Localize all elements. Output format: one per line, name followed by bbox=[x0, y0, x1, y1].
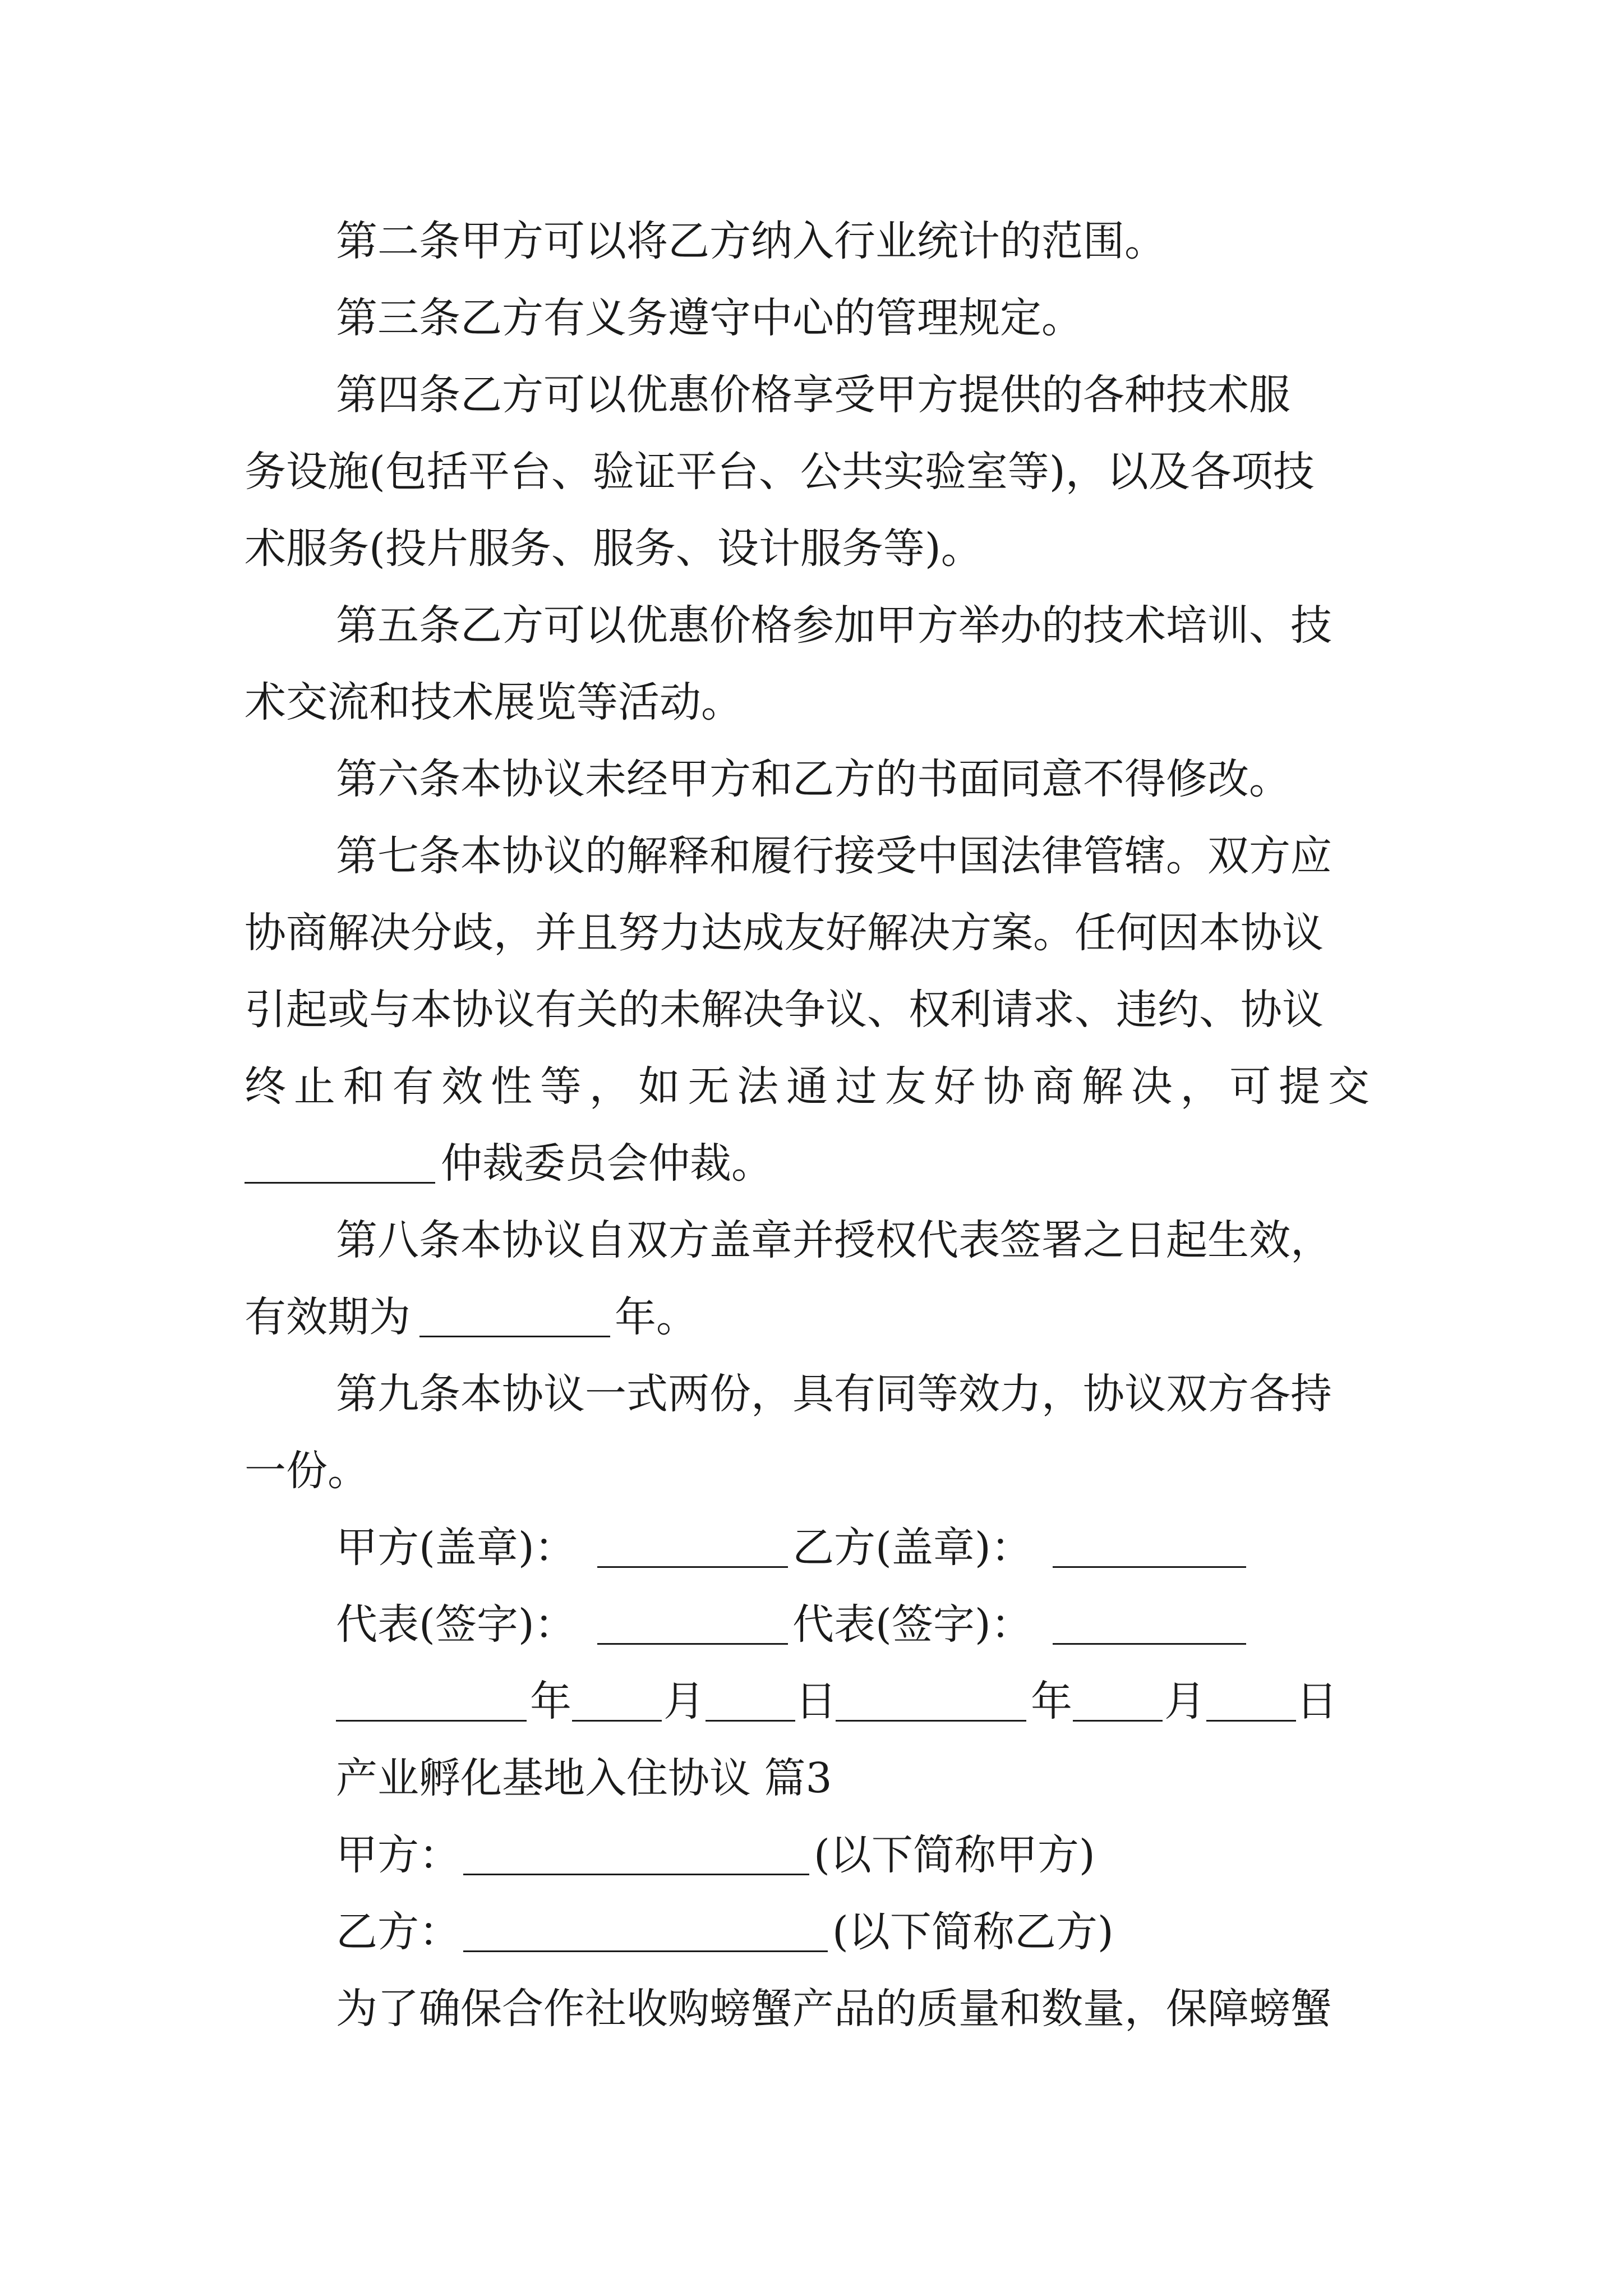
article-7-char: 等 bbox=[540, 1062, 582, 1111]
article-3 bbox=[0, 279, 1623, 357]
party-b-line bbox=[0, 1893, 1623, 1971]
article-4-text: 第四条乙方可以优惠价格享受甲方提供的各种技术服 bbox=[336, 371, 1290, 419]
article-9-text: 第九条本协议一式两份，具有同等效力，协议双方各持 bbox=[336, 1370, 1332, 1418]
article-7-text: 引起或与本协议有关的未解决争议、权利请求、违约、协议 bbox=[245, 986, 1324, 1034]
party-b-seal-blank[interactable] bbox=[1053, 1566, 1246, 1568]
article-4-text: 术服务(投片服务、服务、设计服务等)。 bbox=[245, 524, 983, 573]
article-8-text: 年。 bbox=[615, 1293, 698, 1341]
article-7-char: 如 bbox=[638, 1062, 680, 1111]
article-4-line-2 bbox=[0, 432, 1623, 511]
section-title: 产业孵化基地入住协议 篇3 bbox=[336, 1754, 832, 1802]
party-a-note: (以下简称甲方) bbox=[814, 1831, 1095, 1879]
party-a-name-blank[interactable] bbox=[463, 1874, 809, 1875]
party-a-month-blank[interactable] bbox=[572, 1720, 662, 1722]
article-2-text: 第二条甲方可以将乙方纳入行业统计的范围。 bbox=[336, 217, 1166, 265]
year-label: 年 bbox=[1031, 1677, 1072, 1726]
party-a-representative-label: 代表(签字)： bbox=[336, 1600, 576, 1649]
month-label: 月 bbox=[1164, 1677, 1206, 1726]
article-7-char: ， bbox=[1180, 1062, 1222, 1111]
article-6 bbox=[0, 740, 1623, 818]
article-7-text: 仲裁委员会仲裁。 bbox=[441, 1139, 773, 1188]
party-a-line bbox=[0, 1816, 1623, 1894]
party-a-label: 甲方： bbox=[336, 1831, 460, 1879]
article-8-line-2 bbox=[0, 1278, 1623, 1356]
article-7-char: ， bbox=[589, 1062, 631, 1111]
party-b-note: (以下简称乙方) bbox=[832, 1908, 1114, 1956]
article-3-text: 第三条乙方有义务遵守中心的管理规定。 bbox=[336, 294, 1083, 342]
article-7-char: 过 bbox=[835, 1062, 877, 1111]
day-label: 日 bbox=[795, 1677, 837, 1726]
section-3-heading bbox=[0, 1739, 1623, 1818]
party-a-signature-blank[interactable] bbox=[597, 1643, 788, 1645]
party-a-day-blank[interactable] bbox=[706, 1720, 795, 1722]
article-7-char: 和 bbox=[343, 1062, 385, 1111]
article-8-text: 有效期为 bbox=[245, 1293, 411, 1341]
arbitration-commission-blank[interactable] bbox=[245, 1182, 435, 1184]
article-7-char: 有 bbox=[392, 1062, 434, 1111]
article-5-text: 第五条乙方可以优惠价格参加甲方举办的技术培训、技 bbox=[336, 601, 1332, 650]
article-7-char: 止 bbox=[293, 1062, 335, 1111]
party-b-month-blank[interactable] bbox=[1073, 1720, 1163, 1722]
article-7-char: 提 bbox=[1279, 1062, 1321, 1111]
article-4-line-1 bbox=[0, 356, 1623, 434]
article-7-char: 商 bbox=[1032, 1062, 1074, 1111]
article-7-char: 终 bbox=[245, 1062, 286, 1111]
article-4-line-3 bbox=[0, 509, 1623, 588]
article-7-line-2 bbox=[0, 894, 1623, 972]
party-b-signature-blank[interactable] bbox=[1053, 1643, 1246, 1645]
article-5-text: 术交流和技术展览等活动。 bbox=[245, 678, 743, 726]
article-7-char: 效 bbox=[441, 1062, 483, 1111]
article-7-char: 友 bbox=[884, 1062, 926, 1111]
article-9-line-2 bbox=[0, 1432, 1623, 1510]
party-b-label: 乙方： bbox=[336, 1908, 460, 1956]
article-7-line-4 bbox=[0, 1047, 1623, 1126]
party-a-seal-blank[interactable] bbox=[597, 1566, 788, 1568]
party-a-year-blank[interactable] bbox=[336, 1720, 527, 1722]
month-label: 月 bbox=[663, 1677, 705, 1726]
date-line bbox=[0, 1662, 1623, 1741]
article-7-line-5 bbox=[0, 1124, 1623, 1203]
representative-line bbox=[0, 1585, 1623, 1664]
article-9-line-1 bbox=[0, 1355, 1623, 1433]
article-8-line-1 bbox=[0, 1201, 1623, 1280]
day-label: 日 bbox=[1296, 1677, 1338, 1726]
article-7-char: 交 bbox=[1327, 1062, 1370, 1111]
party-b-year-blank[interactable] bbox=[836, 1720, 1026, 1722]
article-7-char: 通 bbox=[786, 1062, 828, 1111]
article-7-text: 协商解决分歧，并且努力达成友好解决方案。任何因本协议 bbox=[245, 909, 1324, 957]
validity-years-blank[interactable] bbox=[419, 1336, 610, 1337]
article-7-char: 无 bbox=[688, 1062, 730, 1111]
article-4-text: 务设施(包括平台、验证平台、公共实验室等)，以及各项技 bbox=[245, 448, 1315, 496]
party-b-name-blank[interactable] bbox=[463, 1950, 828, 1952]
article-7-char: 法 bbox=[737, 1062, 779, 1111]
article-6-text: 第六条本协议未经甲方和乙方的书面同意不得修改。 bbox=[336, 755, 1290, 803]
article-9-text: 一份。 bbox=[245, 1447, 369, 1495]
article-7-char: 解 bbox=[1081, 1062, 1123, 1111]
article-7-line-3 bbox=[0, 970, 1623, 1049]
party-b-day-blank[interactable] bbox=[1206, 1720, 1296, 1722]
article-7-justified-text bbox=[245, 1047, 1370, 1126]
article-7-text: 第七条本协议的解释和履行接受中国法律管辖。双方应 bbox=[336, 832, 1332, 880]
article-7-char: 性 bbox=[491, 1062, 533, 1111]
intro-line bbox=[0, 1970, 1623, 2048]
year-label: 年 bbox=[530, 1677, 571, 1726]
party-a-seal-label: 甲方(盖章)： bbox=[336, 1524, 576, 1572]
article-2 bbox=[0, 202, 1623, 280]
article-5-line-1 bbox=[0, 586, 1623, 665]
article-7-char: 协 bbox=[983, 1062, 1025, 1111]
article-7-char: 可 bbox=[1229, 1062, 1271, 1111]
article-8-text: 第八条本协议自双方盖章并授权代表签署之日起生效， bbox=[336, 1216, 1332, 1264]
seal-line bbox=[0, 1508, 1623, 1587]
article-7-char: 决 bbox=[1131, 1062, 1173, 1111]
article-7-line-1 bbox=[0, 817, 1623, 895]
article-7-char: 好 bbox=[934, 1062, 976, 1111]
party-b-representative-label: 代表(签字)： bbox=[792, 1600, 1032, 1649]
article-5-line-2 bbox=[0, 663, 1623, 742]
intro-text: 为了确保合作社收购螃蟹产品的质量和数量，保障螃蟹 bbox=[336, 1985, 1332, 2033]
party-b-seal-label: 乙方(盖章)： bbox=[792, 1524, 1032, 1572]
